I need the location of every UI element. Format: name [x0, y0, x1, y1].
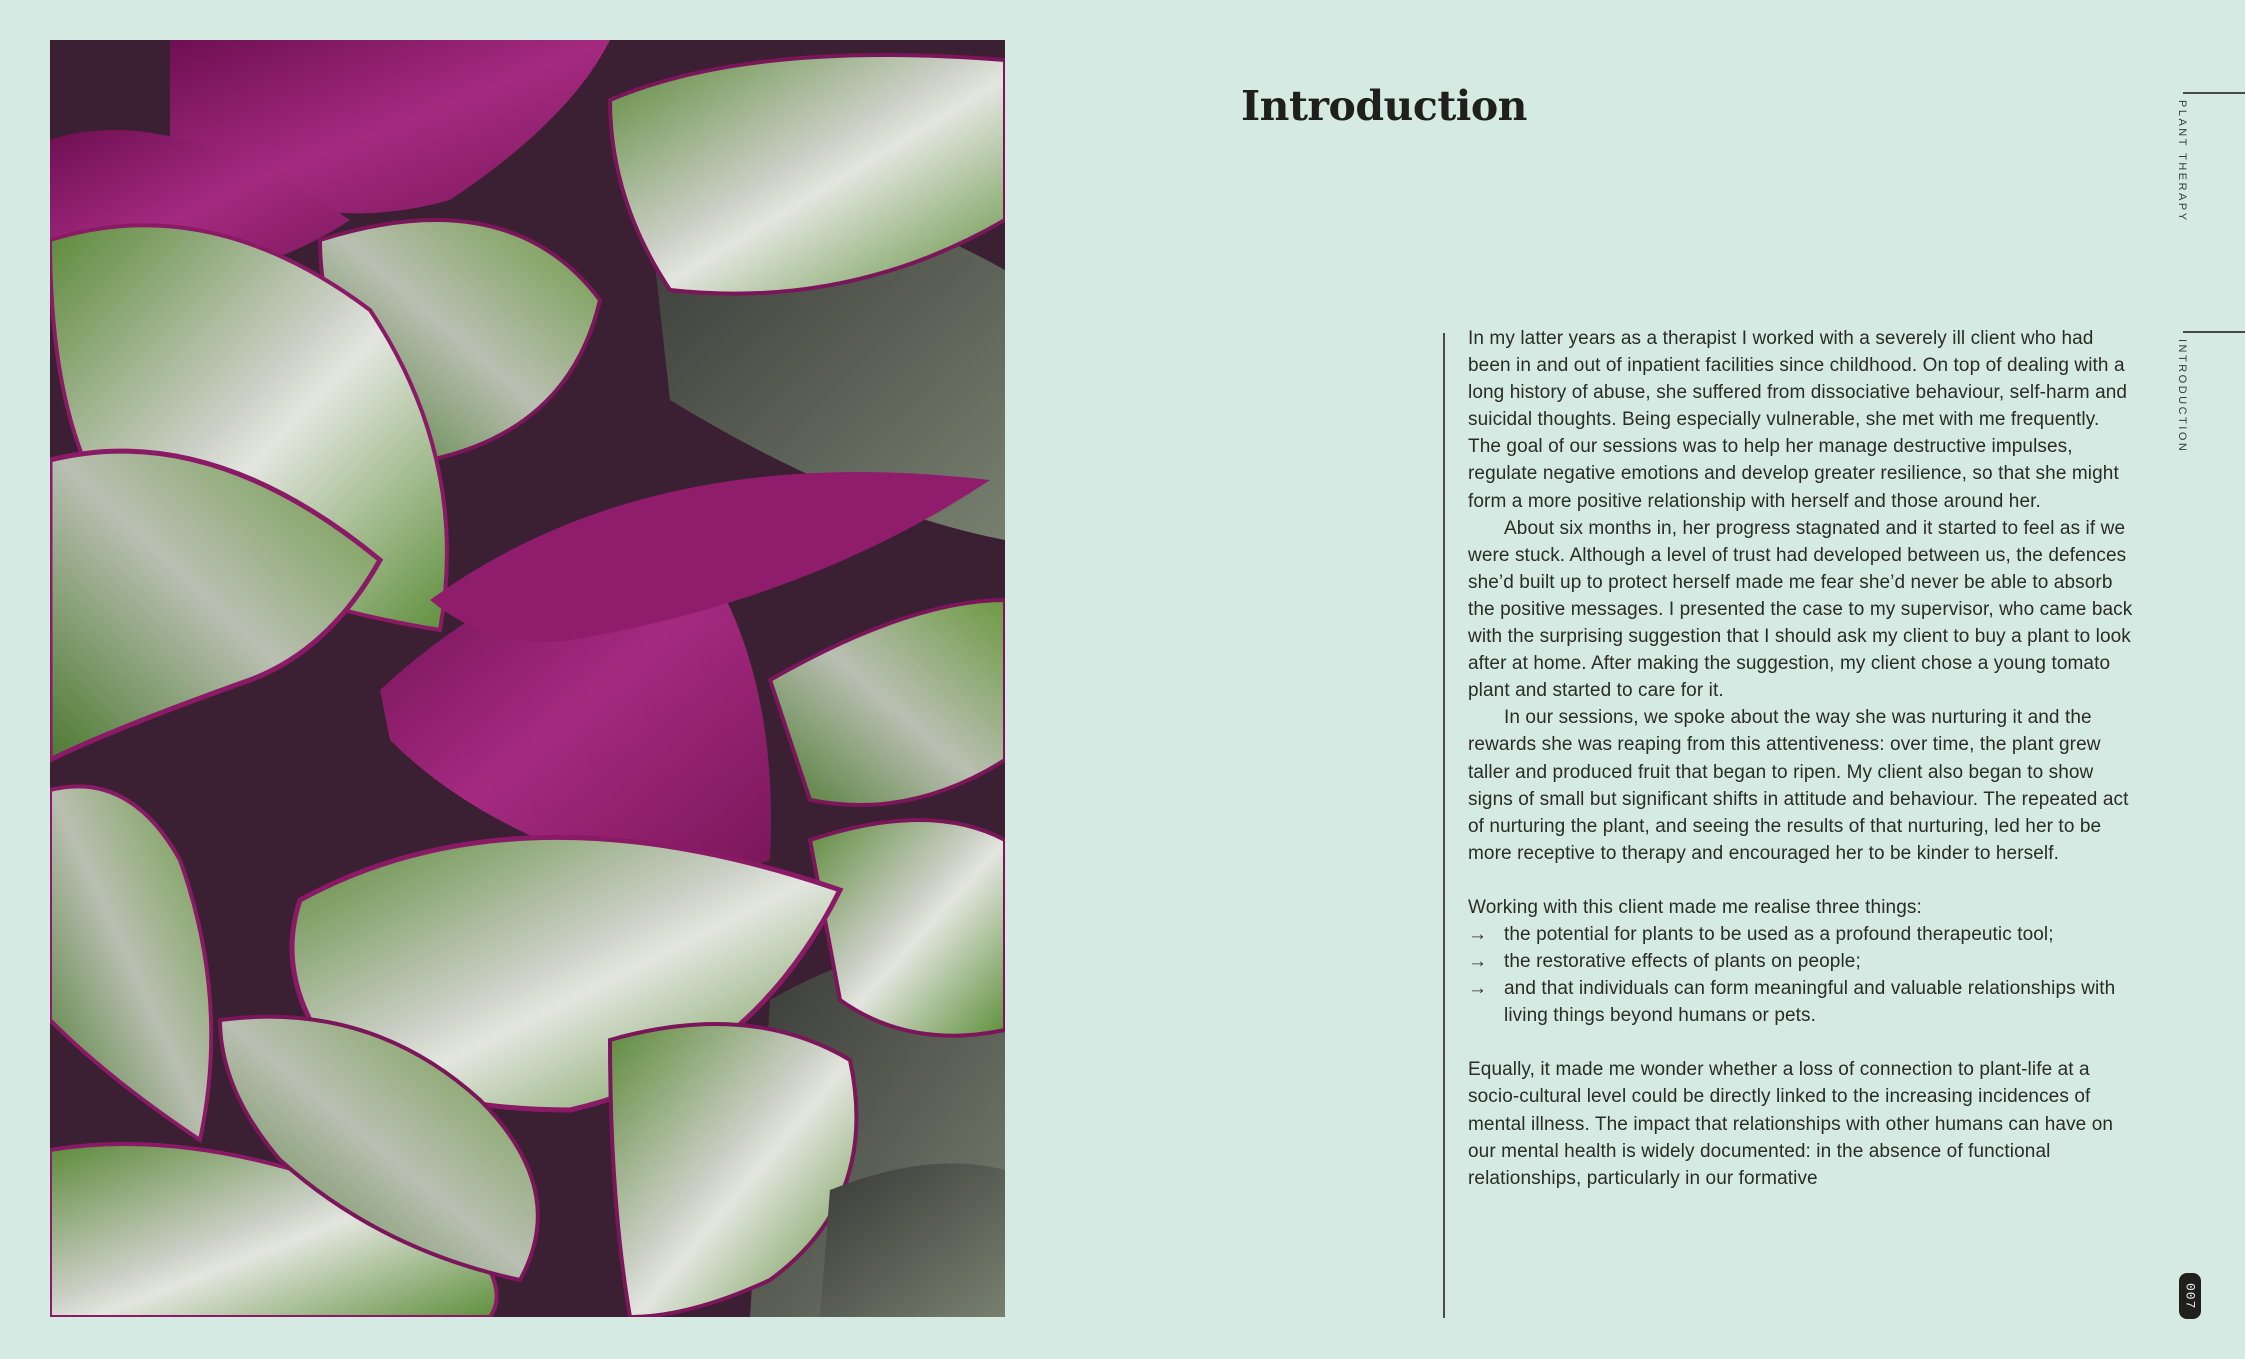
running-header-rule — [2183, 331, 2245, 333]
running-header-rule — [2183, 92, 2245, 94]
list-item — [1468, 975, 2134, 1029]
arrow-right-icon: → — [1468, 978, 1488, 1000]
list-item-text: and that individuals can form meaningful and valuable relationships with living things beyond humans or pets. — [1504, 978, 2116, 1027]
body-text — [1468, 325, 2134, 1192]
text-column-rule — [1443, 333, 1445, 1318]
running-header-book: PLANT THERAPY — [2176, 100, 2188, 223]
list-item-text: the potential for plants to be used as a profound therapeutic tool; — [1504, 923, 2054, 945]
list-item — [1468, 921, 2134, 948]
leaf-photo — [50, 40, 1005, 1317]
paragraph: About six months in, her progress stagnated and it started to feel as if we were stuck. Although a level of trust had developed between us, the defences she’d built up to protect herself made me fear she’d never be able to absorb the positive messages. I presented the case to my supervisor, who came back with the surprising suggestion that I should ask my client to buy a plant to look after at home. After making the suggestion, my client chose a young tomato plant and started to care for it. — [1468, 517, 2133, 702]
closing-paragraph: Equally, it made me wonder whether a loss of connection to plant-life at a socio-cultural level could be directly linked to the increasing incidences of mental illness. The impact that relationships with other humans can have on our mental health is widely documented: in the absence of functional relationships, particularly in our formative — [1468, 1059, 2114, 1189]
running-header-section: INTRODUCTION — [2176, 339, 2188, 454]
page-number: 007 — [2179, 1273, 2201, 1319]
paragraph: In our sessions, we spoke about the way she was nurturing it and the rewards she was reaping from this attentiveness: over time, the plant grew taller and produced fruit that began to ripen. My client also began to show signs of small but significant shifts in attitude and behaviour. The repeated act of nurturing the plant, and seeing the results of that nurturing, led her to be more receptive to therapy and encouraged her to be kinder to herself. — [1468, 707, 2129, 864]
paragraph: In my latter years as a therapist I worked with a severely ill client who had been in and out of inpatient facilities since childhood. On top of dealing with a long history of abuse, she suffered from dissociative behaviour, self-harm and suicidal thoughts. Being especially vulnerable, she met with me frequently. The goal of our sessions was to help her manage destructive impulses, regulate negative emotions and develop greater resilience, so that she might form a more positive relationship with herself and those around her. — [1468, 328, 2128, 512]
leaf-illustration — [50, 40, 1005, 1317]
takeaway-list — [1468, 921, 2134, 1029]
list-item-text: the restorative effects of plants on people; — [1504, 951, 1861, 973]
list-item — [1468, 948, 2134, 975]
arrow-right-icon: → — [1468, 923, 1488, 945]
page-title: Introduction — [1241, 82, 1527, 130]
arrow-right-icon: → — [1468, 951, 1488, 973]
list-intro: Working with this client made me realise three things: — [1468, 896, 1922, 918]
